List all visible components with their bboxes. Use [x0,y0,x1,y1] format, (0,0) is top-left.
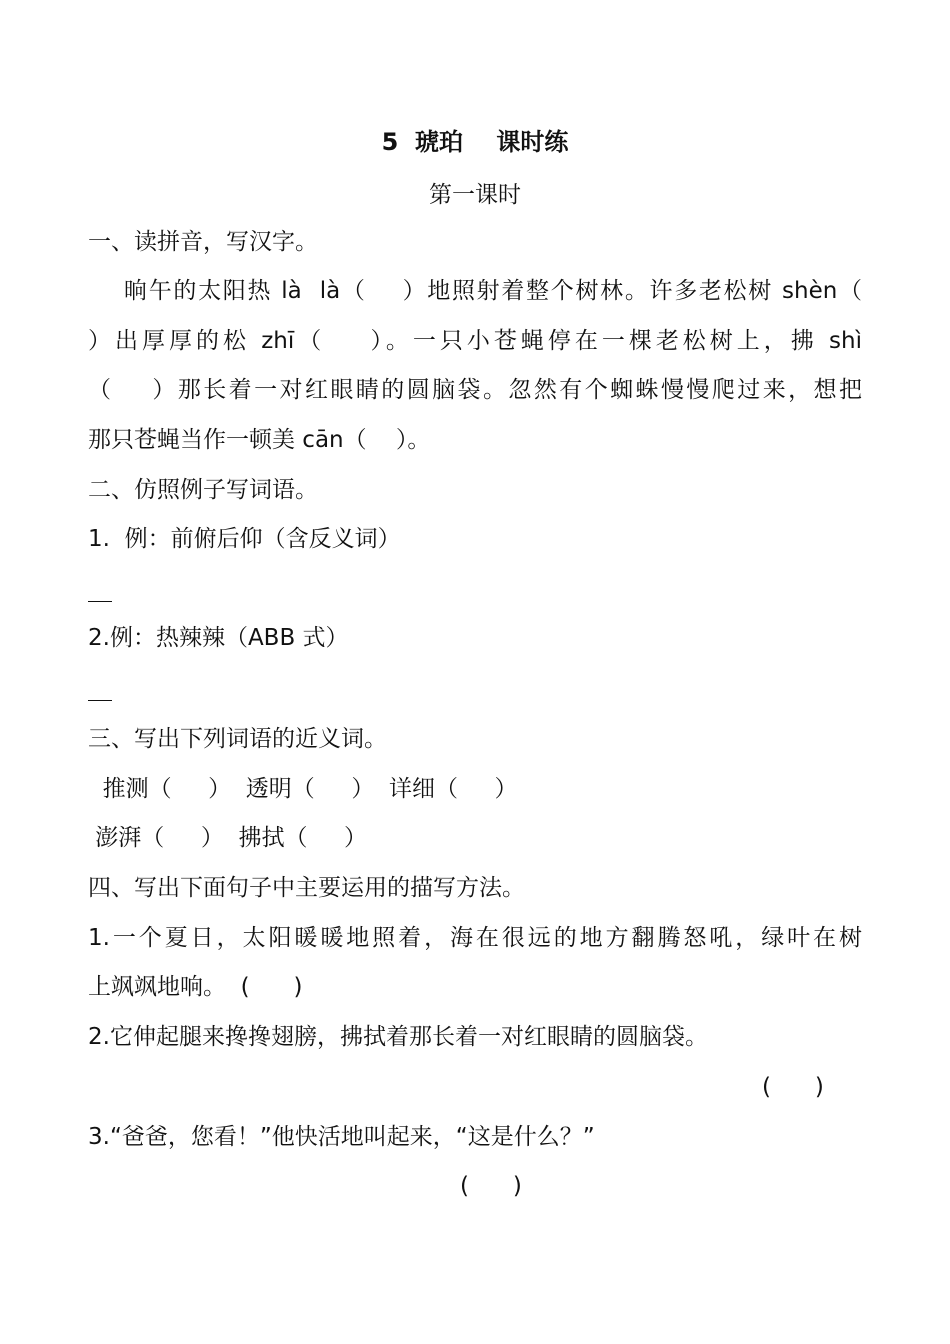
synonym-row-2: 澎湃（ ） 拂拭（ ） [88,825,368,851]
lesson-subtitle: 第一课时 [429,182,521,208]
page-title: 5 琥珀 课时练 [381,128,569,156]
question-2: 2.它伸起腿来搀搀翅膀，拂拭着那长着一对红眼睛的圆脑袋。 [88,1024,708,1050]
section4-heading: 四、写出下面句子中主要运用的描写方法。 [88,875,525,901]
question-1-line-1: 1.一个夏日，太阳暖暖地照着，海在很远的地方翻腾怒吼，绿叶在树 [88,925,862,951]
question-2-answer-blank[interactable]: ( ) [762,1074,824,1100]
pinyin-paragraph-line-4: 那只苍蝇当作一顿美 cān（ ）。 [88,427,431,453]
section1-heading: 一、读拼音，写汉字。 [88,229,318,255]
synonym-row-1: 推测（ ） 透明（ ） 详细（ ） [88,776,518,802]
question-3: 3.“爸爸，您看！”他快活地叫起来，“这是什么？” [88,1124,595,1150]
answer-blank-line-1[interactable] [88,601,112,602]
pinyin-paragraph-line-3: （ ）那长着一对红眼睛的圆脑袋。忽然有个蜘蛛慢慢爬过来，想把 [88,377,862,403]
section3-heading: 三、写出下列词语的近义词。 [88,726,387,752]
pinyin-paragraph-line-2: ）出厚厚的松 zhī（ ）。一只小苍蝇停在一棵老松树上，拂 shì [88,328,862,354]
question-3-answer-blank[interactable]: ( ) [460,1173,522,1199]
section2-item-2: 2.例：热辣辣（ABB 式） [88,625,349,651]
section2-heading: 二、仿照例子写词语。 [88,477,318,503]
pinyin-paragraph-line-1: 晌午的太阳热 là là（ ）地照射着整个树林。许多老松树 shèn（ [88,278,862,304]
question-1-line-2: 上飒飒地响。 ( ) [88,974,303,1000]
answer-blank-line-2[interactable] [88,700,112,701]
section2-item-1: 1. 例：前俯后仰（含反义词） [88,526,401,552]
